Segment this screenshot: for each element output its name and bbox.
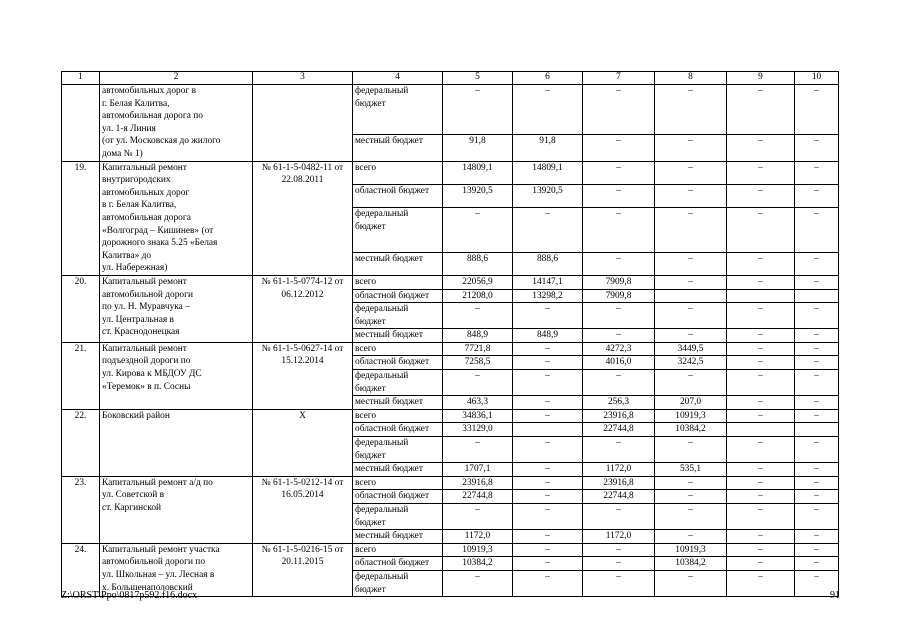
project-name: Капитальный ремонт автомобильной дороги по ул. Н. Муравчука – ул. Центральная в ст. Краснодонецкая bbox=[100, 275, 253, 342]
value-cell: – bbox=[513, 504, 583, 530]
value-cell: – bbox=[443, 85, 513, 135]
value-cell: 10384,2 bbox=[443, 557, 513, 571]
value-cell bbox=[727, 289, 795, 303]
row-number: 24. bbox=[62, 543, 100, 596]
project-name: Боковский район bbox=[100, 409, 253, 476]
value-cell: – bbox=[727, 476, 795, 490]
budget-source: федеральный бюджет bbox=[353, 437, 443, 463]
value-cell: – bbox=[727, 161, 795, 184]
value-cell: – bbox=[655, 476, 727, 490]
budget-table bbox=[61, 71, 839, 597]
budget-source: местный бюджет bbox=[353, 530, 443, 544]
value-cell: – bbox=[795, 275, 839, 289]
value-cell: – bbox=[795, 85, 839, 135]
value-cell: – bbox=[795, 570, 839, 596]
value-cell: – bbox=[583, 370, 655, 396]
value-cell: – bbox=[727, 396, 795, 410]
value-cell: 10919,3 bbox=[655, 409, 727, 423]
value-cell: 1172,0 bbox=[583, 530, 655, 544]
budget-source: местный бюджет bbox=[353, 463, 443, 477]
document-reference: № 61-1-5-0212-14 от 16.05.2014 bbox=[253, 476, 353, 543]
value-cell: 848,9 bbox=[513, 329, 583, 343]
value-cell: – bbox=[795, 476, 839, 490]
value-cell: 22056,9 bbox=[443, 275, 513, 289]
document-reference: № 61-1-5-0482-11 от 22.08.2011 bbox=[253, 161, 353, 275]
value-cell: – bbox=[443, 504, 513, 530]
value-cell: 22744,8 bbox=[443, 490, 513, 504]
value-cell bbox=[727, 423, 795, 437]
budget-source: федеральный бюджет bbox=[353, 85, 443, 135]
value-cell: – bbox=[727, 85, 795, 135]
value-cell: – bbox=[655, 85, 727, 135]
value-cell: – bbox=[727, 530, 795, 544]
budget-source: всего bbox=[353, 275, 443, 289]
project-name: Капитальный ремонт а/д по ул. Советской в ст. Каргинской bbox=[100, 476, 253, 543]
value-cell: – bbox=[513, 437, 583, 463]
value-cell: – bbox=[727, 504, 795, 530]
value-cell: – bbox=[655, 530, 727, 544]
value-cell: – bbox=[795, 463, 839, 477]
value-cell: – bbox=[795, 252, 839, 275]
budget-source: всего bbox=[353, 342, 443, 356]
value-cell: – bbox=[513, 356, 583, 370]
value-cell: – bbox=[727, 463, 795, 477]
table-row bbox=[62, 476, 839, 490]
document-reference: № 61-1-5-0627-14 от 15.12.2014 bbox=[253, 342, 353, 409]
value-cell: 10384,2 bbox=[655, 557, 727, 571]
value-cell: – bbox=[583, 557, 655, 571]
value-cell: – bbox=[655, 570, 727, 596]
header-cell: 5 bbox=[443, 72, 513, 85]
value-cell: – bbox=[443, 303, 513, 329]
table-row bbox=[62, 342, 839, 356]
value-cell: 10919,3 bbox=[655, 543, 727, 557]
row-number: 20. bbox=[62, 275, 100, 342]
header-cell: 7 bbox=[583, 72, 655, 85]
value-cell: 23916,8 bbox=[443, 476, 513, 490]
row-number bbox=[62, 85, 100, 162]
value-cell: – bbox=[513, 557, 583, 571]
budget-source: всего bbox=[353, 409, 443, 423]
value-cell: – bbox=[795, 409, 839, 423]
value-cell: – bbox=[443, 570, 513, 596]
budget-source: всего bbox=[353, 543, 443, 557]
value-cell: – bbox=[513, 530, 583, 544]
budget-source: всего bbox=[353, 161, 443, 184]
value-cell: – bbox=[583, 437, 655, 463]
budget-source: областной бюджет bbox=[353, 184, 443, 207]
value-cell: – bbox=[583, 543, 655, 557]
value-cell: – bbox=[583, 303, 655, 329]
value-cell: – bbox=[443, 437, 513, 463]
header-cell: 2 bbox=[100, 72, 253, 85]
value-cell: 4016,0 bbox=[583, 356, 655, 370]
header-cell: 3 bbox=[253, 72, 353, 85]
value-cell: – bbox=[795, 530, 839, 544]
value-cell: – bbox=[727, 329, 795, 343]
value-cell: 10919,3 bbox=[443, 543, 513, 557]
budget-source: областной бюджет bbox=[353, 557, 443, 571]
value-cell: – bbox=[655, 490, 727, 504]
value-cell: – bbox=[655, 207, 727, 252]
value-cell: – bbox=[727, 570, 795, 596]
header-cell: 6 bbox=[513, 72, 583, 85]
row-number: 21. bbox=[62, 342, 100, 409]
value-cell: – bbox=[655, 504, 727, 530]
value-cell: – bbox=[727, 207, 795, 252]
value-cell: 91,8 bbox=[443, 135, 513, 161]
value-cell: – bbox=[795, 543, 839, 557]
value-cell: – bbox=[655, 329, 727, 343]
table-row bbox=[62, 275, 839, 289]
value-cell: 1172,0 bbox=[443, 530, 513, 544]
value-cell: 34836,1 bbox=[443, 409, 513, 423]
file-path: Z:\ORST\Ppo\0817p592.f16.docx bbox=[61, 590, 198, 601]
budget-source: местный бюджет bbox=[353, 252, 443, 275]
value-cell: 7721,8 bbox=[443, 342, 513, 356]
value-cell: – bbox=[727, 184, 795, 207]
value-cell: – bbox=[655, 275, 727, 289]
budget-source: федеральный бюджет bbox=[353, 370, 443, 396]
value-cell: 463,3 bbox=[443, 396, 513, 410]
value-cell: – bbox=[795, 437, 839, 463]
value-cell: 888,6 bbox=[443, 252, 513, 275]
value-cell: 1172,0 bbox=[583, 463, 655, 477]
budget-source: областной бюджет bbox=[353, 423, 443, 437]
value-cell: – bbox=[727, 252, 795, 275]
value-cell: 3449,5 bbox=[655, 342, 727, 356]
value-cell: – bbox=[795, 490, 839, 504]
value-cell: – bbox=[513, 207, 583, 252]
value-cell: – bbox=[795, 557, 839, 571]
value-cell: – bbox=[583, 329, 655, 343]
project-name: автомобильных дорог в г. Белая Калитва, автомобильная дорога по ул. 1-я Линия (от ул. Московская до жилого дома № 1) bbox=[100, 85, 253, 162]
value-cell: – bbox=[795, 161, 839, 184]
budget-source: областной бюджет bbox=[353, 356, 443, 370]
value-cell: 14809,1 bbox=[443, 161, 513, 184]
value-cell: – bbox=[583, 161, 655, 184]
value-cell: – bbox=[513, 570, 583, 596]
value-cell: – bbox=[513, 370, 583, 396]
table-row bbox=[62, 409, 839, 423]
document-reference bbox=[253, 85, 353, 162]
value-cell: – bbox=[727, 275, 795, 289]
budget-source: областной бюджет bbox=[353, 490, 443, 504]
value-cell: – bbox=[727, 490, 795, 504]
value-cell bbox=[795, 289, 839, 303]
value-cell: 13298,2 bbox=[513, 289, 583, 303]
value-cell: – bbox=[727, 303, 795, 329]
project-name: Капитальный ремонт участка автомобильной дороги по ул. Школьная – ул. Лесная в х. Большенаполовский bbox=[100, 543, 253, 596]
value-cell: 22744,8 bbox=[583, 423, 655, 437]
value-cell: – bbox=[795, 303, 839, 329]
value-cell: 888,6 bbox=[513, 252, 583, 275]
value-cell: 22744,8 bbox=[583, 490, 655, 504]
value-cell: – bbox=[513, 342, 583, 356]
value-cell: – bbox=[583, 207, 655, 252]
value-cell: – bbox=[655, 437, 727, 463]
header-cell: 8 bbox=[655, 72, 727, 85]
value-cell: 7258,5 bbox=[443, 356, 513, 370]
value-cell: – bbox=[727, 356, 795, 370]
value-cell: – bbox=[727, 557, 795, 571]
value-cell: 91,8 bbox=[513, 135, 583, 161]
table-row bbox=[62, 161, 839, 184]
value-cell: – bbox=[795, 135, 839, 161]
value-cell: – bbox=[727, 342, 795, 356]
budget-source: федеральный бюджет bbox=[353, 303, 443, 329]
value-cell bbox=[513, 423, 583, 437]
header-row bbox=[62, 72, 839, 85]
value-cell: – bbox=[795, 370, 839, 396]
budget-source: местный бюджет bbox=[353, 329, 443, 343]
row-number: 23. bbox=[62, 476, 100, 543]
value-cell: – bbox=[795, 356, 839, 370]
value-cell: 7909,8 bbox=[583, 275, 655, 289]
value-cell: 4272,3 bbox=[583, 342, 655, 356]
value-cell: 33129,0 bbox=[443, 423, 513, 437]
value-cell: – bbox=[727, 370, 795, 396]
value-cell: – bbox=[795, 504, 839, 530]
document-reference: Х bbox=[253, 409, 353, 476]
value-cell bbox=[795, 423, 839, 437]
value-cell: – bbox=[655, 184, 727, 207]
budget-source: местный бюджет bbox=[353, 135, 443, 161]
value-cell: – bbox=[727, 543, 795, 557]
value-cell: – bbox=[727, 135, 795, 161]
value-cell: 10384,2 bbox=[655, 423, 727, 437]
value-cell: 256,3 bbox=[583, 396, 655, 410]
value-cell: – bbox=[795, 342, 839, 356]
value-cell: – bbox=[795, 329, 839, 343]
value-cell: – bbox=[583, 570, 655, 596]
value-cell: 21208,0 bbox=[443, 289, 513, 303]
value-cell bbox=[655, 289, 727, 303]
table-row bbox=[62, 543, 839, 557]
header-cell: 9 bbox=[727, 72, 795, 85]
value-cell: 207,0 bbox=[655, 396, 727, 410]
page-number: 91 bbox=[830, 590, 840, 601]
value-cell: – bbox=[583, 135, 655, 161]
value-cell: – bbox=[513, 463, 583, 477]
value-cell: – bbox=[583, 85, 655, 135]
value-cell: – bbox=[513, 303, 583, 329]
value-cell: – bbox=[513, 396, 583, 410]
value-cell: – bbox=[583, 184, 655, 207]
project-name: Капитальный ремонт подъездной дороги по ул. Кирова к МБДОУ ДС «Теремок» в п. Сосны bbox=[100, 342, 253, 409]
value-cell: – bbox=[655, 135, 727, 161]
value-cell: – bbox=[655, 303, 727, 329]
value-cell: – bbox=[443, 207, 513, 252]
value-cell: 14147,1 bbox=[513, 275, 583, 289]
value-cell: – bbox=[583, 504, 655, 530]
budget-source: всего bbox=[353, 476, 443, 490]
value-cell: – bbox=[655, 161, 727, 184]
value-cell: – bbox=[655, 252, 727, 275]
value-cell: 1707,1 bbox=[443, 463, 513, 477]
value-cell: 848,9 bbox=[443, 329, 513, 343]
budget-source: федеральный бюджет bbox=[353, 504, 443, 530]
value-cell: 23916,8 bbox=[583, 476, 655, 490]
value-cell: – bbox=[513, 85, 583, 135]
value-cell: 13920,5 bbox=[443, 184, 513, 207]
value-cell: – bbox=[443, 370, 513, 396]
value-cell: 7909,8 bbox=[583, 289, 655, 303]
value-cell: – bbox=[795, 396, 839, 410]
row-number: 22. bbox=[62, 409, 100, 476]
value-cell: – bbox=[727, 409, 795, 423]
value-cell: – bbox=[655, 370, 727, 396]
value-cell: – bbox=[795, 184, 839, 207]
value-cell: – bbox=[795, 207, 839, 252]
header-cell: 10 bbox=[795, 72, 839, 85]
value-cell: – bbox=[513, 490, 583, 504]
value-cell: – bbox=[583, 252, 655, 275]
value-cell: – bbox=[513, 476, 583, 490]
budget-source: местный бюджет bbox=[353, 396, 443, 410]
value-cell: – bbox=[727, 437, 795, 463]
budget-source: федеральный бюджет bbox=[353, 570, 443, 596]
header-cell: 1 bbox=[62, 72, 100, 85]
document-reference: № 61-1-5-0216-15 от 20.11.2015 bbox=[253, 543, 353, 596]
document-reference: № 61-1-5-0774-12 от 06.12.2012 bbox=[253, 275, 353, 342]
value-cell: 535,1 bbox=[655, 463, 727, 477]
value-cell: 14809,1 bbox=[513, 161, 583, 184]
value-cell: – bbox=[513, 543, 583, 557]
value-cell: 13920,5 bbox=[513, 184, 583, 207]
row-number: 19. bbox=[62, 161, 100, 275]
value-cell: 3242,5 bbox=[655, 356, 727, 370]
value-cell: 23916,8 bbox=[583, 409, 655, 423]
header-cell: 4 bbox=[353, 72, 443, 85]
table-row bbox=[62, 85, 839, 135]
value-cell: – bbox=[513, 409, 583, 423]
budget-source: областной бюджет bbox=[353, 289, 443, 303]
budget-source: федеральный бюджет bbox=[353, 207, 443, 252]
project-name: Капитальный ремонт внутригородских автомобильных дорог в г. Белая Калитва, автомобильная дорога «Волгоград – Кишинев» (от дорожного знака 5.25 «Белая Калитва» до ул. Набережная) bbox=[100, 161, 253, 275]
